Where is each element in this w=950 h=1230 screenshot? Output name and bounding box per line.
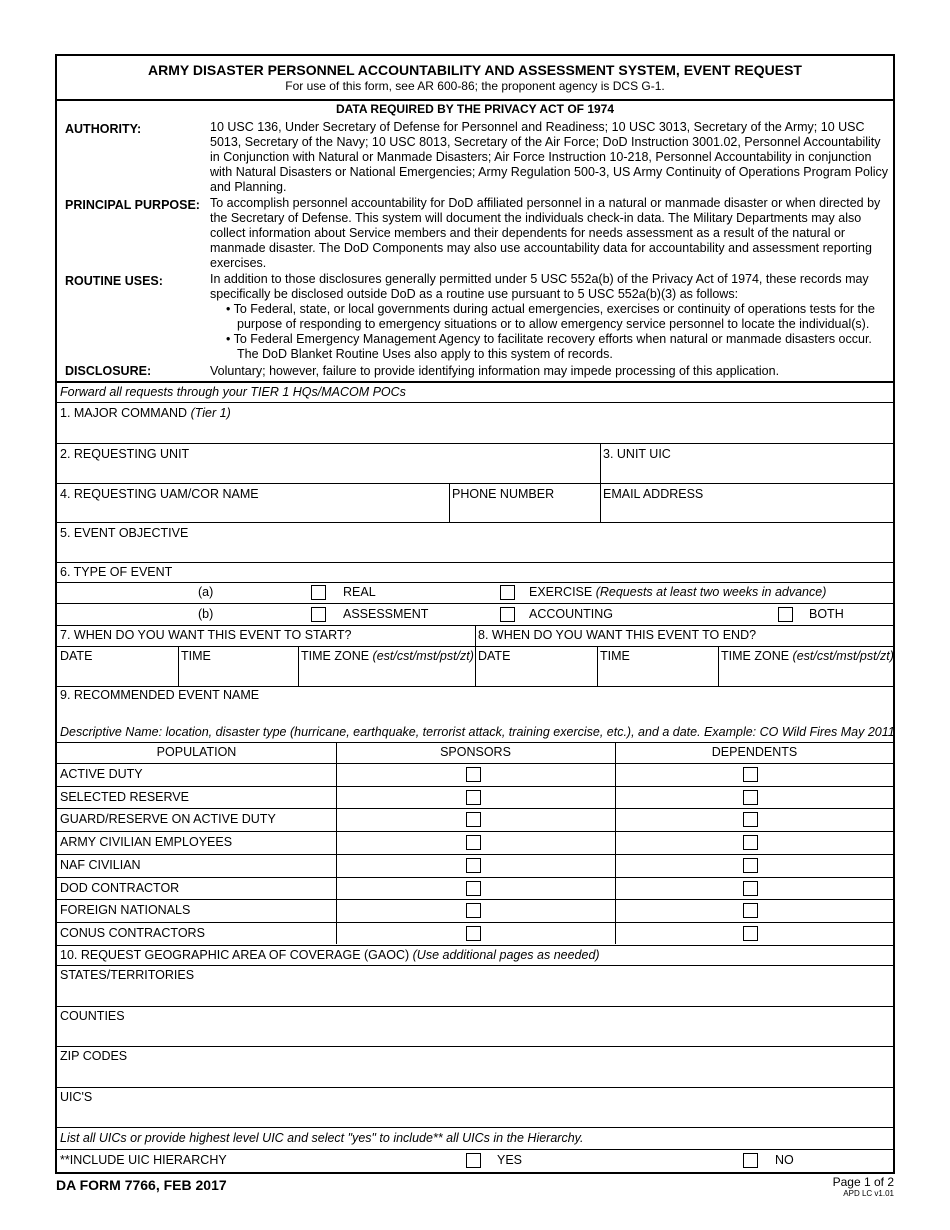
sponsor-checkbox[interactable]	[466, 767, 481, 782]
version-label: APD LC v1.01	[843, 1189, 894, 1198]
start-date-field[interactable]: DATE	[60, 649, 93, 663]
gaoc-hint: (Use additional pages as needed)	[412, 948, 600, 962]
rule	[449, 483, 450, 522]
population-label: CONUS CONTRACTORS	[60, 925, 205, 940]
both-checkbox[interactable]	[778, 607, 793, 622]
email-field[interactable]: EMAIL ADDRESS	[603, 487, 704, 501]
rule	[57, 786, 893, 787]
timezone-label: TIME ZONE	[301, 649, 370, 663]
form-frame	[55, 54, 895, 1174]
divider	[57, 381, 893, 383]
form-id: DA FORM 7766, FEB 2017	[56, 1177, 227, 1193]
authority-label: AUTHORITY:	[65, 122, 142, 136]
col-population: POPULATION	[156, 745, 237, 759]
population-label: GUARD/RESERVE ON ACTIVE DUTY	[60, 812, 276, 827]
uam-name-field[interactable]: 4. REQUESTING UAM/COR NAME	[60, 487, 259, 501]
dependent-checkbox[interactable]	[743, 767, 758, 782]
rule	[57, 582, 893, 583]
type-of-event-label: 6. TYPE OF EVENT	[60, 565, 173, 579]
gaoc-label	[60, 948, 600, 962]
population-label: FOREIGN NATIONALS	[60, 903, 191, 918]
rule	[57, 646, 893, 647]
privacy-heading: DATA REQUIRED BY THE PRIVACY ACT OF 1974	[335, 102, 615, 116]
routine-bullet-text: To Federal, state, or local governments during actual emergencies, exercises or continuity of operations tests for the purpose of responding to emergency situations or to allow emergency service personnel to locate the individual(s).	[233, 302, 875, 331]
zip-codes-field[interactable]: ZIP CODES	[60, 1049, 128, 1063]
hierarchy-yes-checkbox[interactable]	[466, 1153, 481, 1168]
col-sponsors: SPONSORS	[440, 745, 511, 759]
event-name-field[interactable]: 9. RECOMMENDED EVENT NAME	[60, 688, 260, 702]
form-subtitle: For use of this form, see AR 600-86; the proponent agency is DCS G-1.	[285, 79, 665, 93]
rule	[336, 742, 337, 944]
purpose-label: PRINCIPAL PURPOSE:	[65, 198, 200, 212]
rule	[57, 808, 893, 809]
no-label: NO	[775, 1153, 794, 1167]
unit-uic-field[interactable]: 3. UNIT UIC	[603, 447, 671, 461]
rule	[57, 1087, 893, 1088]
population-label: SELECTED RESERVE	[60, 789, 189, 804]
rule	[57, 1046, 893, 1047]
rule	[57, 1006, 893, 1007]
rule	[597, 646, 598, 686]
major-command-hint: (Tier 1)	[190, 406, 231, 420]
major-command-label: 1. MAJOR COMMAND	[60, 406, 188, 420]
population-label: ACTIVE DUTY	[60, 767, 143, 781]
both-label: BOTH	[809, 607, 844, 621]
uic-note: List all UICs or provide highest level UIC and select "yes" to include** all UICs in the Hierarchy.	[60, 1131, 584, 1145]
rule	[57, 443, 893, 444]
col-dependents: DEPENDENTS	[711, 745, 798, 759]
rule	[57, 522, 893, 523]
rule	[57, 831, 893, 832]
exercise-label	[529, 585, 826, 599]
rule	[57, 922, 893, 923]
rule	[57, 899, 893, 900]
rule	[57, 402, 893, 403]
rule	[57, 877, 893, 878]
start-label: 7. WHEN DO YOU WANT THIS EVENT TO START?	[60, 628, 352, 642]
rule	[57, 562, 893, 563]
exercise-text: EXERCISE	[529, 585, 593, 599]
routine-bullet: • To Federal Emergency Management Agency to facilitate recovery efforts when natural or manmade disasters occur. The DoD Blanket Routine Uses also apply to this system of records.	[226, 332, 872, 361]
yes-label: YES	[497, 1153, 523, 1167]
dependent-checkbox[interactable]	[743, 812, 758, 827]
page-number: Page 1 of 2	[832, 1175, 894, 1189]
disclosure-text: Voluntary; however, failure to provide identifying information may impede processing of this application.	[210, 364, 780, 378]
dependent-checkbox[interactable]	[743, 926, 758, 941]
disclosure-label: DISCLOSURE:	[65, 364, 152, 378]
purpose-text: To accomplish personnel accountability for DoD affiliated personnel in a natural or manmade disaster or when directed by the Secretary of Defense. This system will document the individuals check-in data. The Military Departments may also collect information about Service members and their dependents for needs assessment as a result of the natural or manmade disaster. The DoD Components may also use accountability data for accountability and assessment reporting exercises.	[210, 196, 881, 270]
dependent-checkbox[interactable]	[743, 835, 758, 850]
sponsor-checkbox[interactable]	[466, 835, 481, 850]
dependent-checkbox[interactable]	[743, 881, 758, 896]
sponsor-checkbox[interactable]	[466, 812, 481, 827]
rule	[57, 945, 893, 946]
event-objective-field[interactable]: 5. EVENT OBJECTIVE	[60, 526, 189, 540]
rule	[57, 854, 893, 855]
population-label: NAF CIVILIAN	[60, 857, 141, 872]
start-timezone-field[interactable]	[301, 649, 474, 663]
form-title: ARMY DISASTER PERSONNEL ACCOUNTABILITY AND ASSESSMENT SYSTEM, EVENT REQUEST	[148, 62, 802, 78]
gaoc-text: 10. REQUEST GEOGRAPHIC AREA OF COVERAGE (GAOC)	[60, 948, 410, 962]
divider	[57, 99, 893, 101]
sponsor-checkbox[interactable]	[466, 790, 481, 805]
row-b-label: (b)	[198, 607, 214, 621]
sponsor-checkbox[interactable]	[466, 881, 481, 896]
uics-field[interactable]: UIC'S	[60, 1090, 93, 1104]
end-time-field[interactable]: TIME	[600, 649, 630, 663]
dependent-checkbox[interactable]	[743, 790, 758, 805]
timezone-hint: (est/cst/mst/pst/zt)	[372, 649, 474, 663]
start-time-field[interactable]: TIME	[181, 649, 211, 663]
rule	[57, 1127, 893, 1128]
rule	[475, 625, 476, 686]
rule	[57, 483, 893, 484]
authority-text: 10 USC 136, Under Secretary of Defense for Personnel and Readiness; 10 USC 3013, Secretary of the Army; 10 USC 5013, Secretary of the Navy; 10 USC 8013, Secretary of the Air Force; DoD Instruction 3001.02, Personnel Accountability in Conjunction with Natural or Manmade Disasters; Air Force Instruction 10-218, Personnel Accountability in conjunction with Natural Disasters or National Emergencies; Army Regulation 500-3, US Army Continuity of Operations Program Policy and Planning.	[210, 120, 889, 194]
forward-note: Forward all requests through your TIER 1 HQs/MACOM POCs	[60, 385, 406, 399]
assessment-label: ASSESSMENT	[343, 607, 429, 621]
timezone-hint: (est/cst/mst/pst/zt)	[792, 649, 894, 663]
end-timezone-field[interactable]	[721, 649, 894, 663]
routine-bullet-text: To Federal Emergency Management Agency to facilitate recovery efforts when natural or manmade disasters occur. The DoD Blanket Routine Uses also apply to this system of records.	[233, 332, 872, 361]
real-checkbox[interactable]	[311, 585, 326, 600]
sponsor-checkbox[interactable]	[466, 926, 481, 941]
rule	[57, 686, 893, 687]
states-field[interactable]: STATES/TERRITORIES	[60, 968, 195, 982]
dependent-checkbox[interactable]	[743, 903, 758, 918]
population-label: ARMY CIVILIAN EMPLOYEES	[60, 835, 233, 850]
phone-field[interactable]: PHONE NUMBER	[452, 487, 555, 501]
routine-intro: In addition to those disclosures generally permitted under 5 USC 552a(b) of the Privacy Act of 1974, these records may specifically be disclosed outside DoD as a routine use pursuant to 5 USC 552a(b)(3) as follows:	[210, 272, 869, 301]
hierarchy-label: **INCLUDE UIC HIERARCHY	[60, 1153, 227, 1167]
hierarchy-no-checkbox[interactable]	[743, 1153, 758, 1168]
rule	[178, 646, 179, 686]
requesting-unit-field[interactable]: 2. REQUESTING UNIT	[60, 447, 190, 461]
assessment-checkbox[interactable]	[311, 607, 326, 622]
rule	[600, 483, 601, 522]
event-name-hint: Descriptive Name: location, disaster type (hurricane, earthquake, terrorist attack, training exercise, etc.), and a date. Example: CO Wild Fires May 2011	[60, 725, 895, 739]
rule	[57, 763, 893, 764]
routine-bullet: • To Federal, state, or local governments during actual emergencies, exercises or continuity of operations tests for the purpose of responding to emergency situations or to allow emergency service personnel to locate the individual(s).	[226, 302, 875, 331]
rule	[57, 1149, 893, 1150]
timezone-label: TIME ZONE	[721, 649, 790, 663]
dependent-checkbox[interactable]	[743, 858, 758, 873]
rule	[600, 443, 601, 483]
rule	[298, 646, 299, 686]
accounting-checkbox[interactable]	[500, 607, 515, 622]
real-label: REAL	[343, 585, 376, 599]
end-date-field[interactable]: DATE	[478, 649, 511, 663]
exercise-hint: (Requests at least two weeks in advance)	[595, 585, 827, 599]
exercise-checkbox[interactable]	[500, 585, 515, 600]
rule	[57, 603, 893, 604]
end-label: 8. WHEN DO YOU WANT THIS EVENT TO END?	[478, 628, 757, 642]
rule	[615, 742, 616, 944]
routine-text	[210, 272, 890, 362]
major-command-field[interactable]	[60, 406, 231, 420]
sponsor-checkbox[interactable]	[466, 858, 481, 873]
rule	[57, 742, 893, 743]
accounting-label: ACCOUNTING	[529, 607, 614, 621]
rule	[718, 646, 719, 686]
population-label: DOD CONTRACTOR	[60, 880, 180, 895]
counties-field[interactable]: COUNTIES	[60, 1009, 125, 1023]
sponsor-checkbox[interactable]	[466, 903, 481, 918]
routine-label: ROUTINE USES:	[65, 274, 163, 288]
row-a-label: (a)	[198, 585, 214, 599]
rule	[57, 965, 893, 966]
